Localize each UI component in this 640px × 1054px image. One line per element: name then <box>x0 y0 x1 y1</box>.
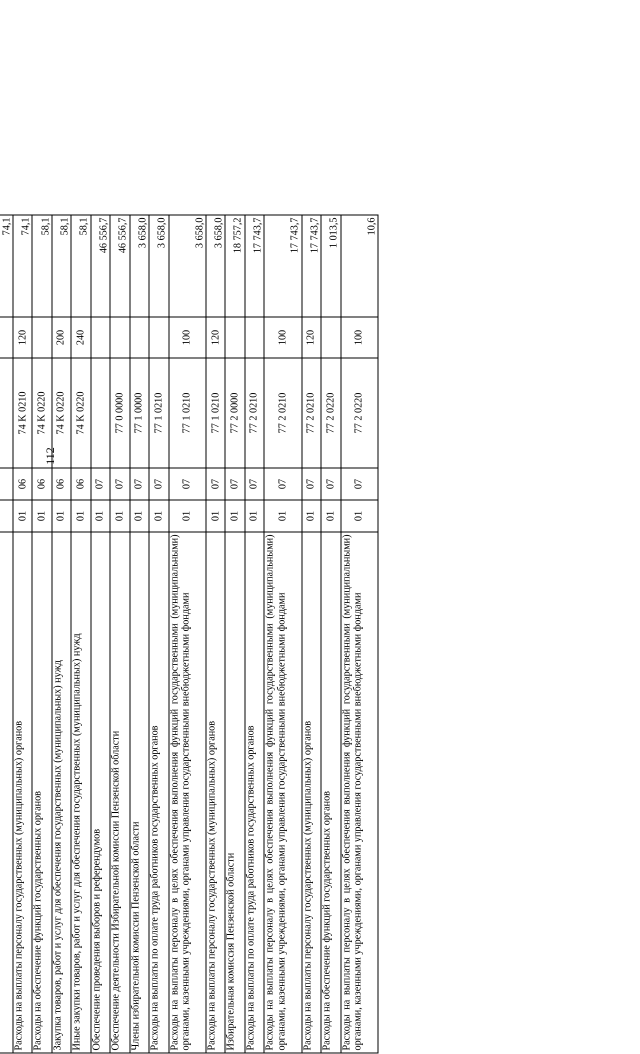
row-vr: 100 <box>169 317 206 358</box>
row-sum: 17 743,7 <box>245 215 264 317</box>
row-sum: 46 556,7 <box>91 215 110 317</box>
row-sum: 3 658,0 <box>130 215 149 317</box>
table-row <box>341 215 378 1053</box>
row-vr <box>149 317 168 358</box>
row-pr: 07 <box>149 468 168 500</box>
table-row <box>0 215 13 1053</box>
row-csr: 77 2 0210 <box>264 358 301 468</box>
row-vr: 120 <box>206 317 225 358</box>
row-vr <box>0 317 13 358</box>
row-vr <box>225 317 244 358</box>
row-name: Расходы на обеспечение функций государственных органов <box>321 532 340 1053</box>
row-pr: 07 <box>169 468 206 500</box>
row-rz: 01 <box>52 500 71 532</box>
row-pr: 07 <box>225 468 244 500</box>
row-name: Расходы на выплаты по оплате труда работников государственных органов <box>149 532 168 1053</box>
row-pr: 06 <box>13 468 32 500</box>
row-csr: 77 2 0220 <box>341 358 378 468</box>
row-sum: 74,1 <box>0 215 13 317</box>
row-vr: 120 <box>13 317 32 358</box>
row-csr: 77 2 0220 <box>321 358 340 468</box>
row-vr <box>321 317 340 358</box>
row-sum: 17 743,7 <box>302 215 321 317</box>
row-vr <box>91 317 110 358</box>
row-rz: 01 <box>32 500 51 532</box>
row-rz: 01 <box>71 500 90 532</box>
table-row <box>264 215 301 1053</box>
row-name: Члены избирательной комиссии Пензенской области <box>130 532 149 1053</box>
row-vr: 240 <box>71 317 90 358</box>
table-row <box>302 215 321 1053</box>
row-name: Расходы на выплаты персоналу в целях обеспечения выполнения функций государственными (муниципальными) органами, казенными учреждениями, органами управления государственными внебюджетными фондами <box>264 532 301 1053</box>
row-sum: 58,1 <box>52 215 71 317</box>
row-sum: 58,1 <box>32 215 51 317</box>
row-rz: 01 <box>130 500 149 532</box>
table-row <box>32 215 51 1053</box>
row-name: Расходы на обеспечение функций государственных органов <box>32 532 51 1053</box>
row-rz <box>0 500 13 532</box>
row-name: Расходы на выплаты персоналу государственных (муниципальных) органов <box>13 532 32 1053</box>
row-csr: 77 0 0000 <box>110 358 129 468</box>
row-pr: 07 <box>245 468 264 500</box>
row-sum: 3 658,0 <box>169 215 206 317</box>
row-sum: 17 743,7 <box>264 215 301 317</box>
row-rz: 01 <box>13 500 32 532</box>
row-vr: 100 <box>264 317 301 358</box>
row-csr: 77 1 0210 <box>149 358 168 468</box>
row-csr <box>0 358 13 468</box>
table-row <box>149 215 168 1053</box>
row-rz: 01 <box>149 500 168 532</box>
row-sum: 46 556,7 <box>110 215 129 317</box>
table-row <box>13 215 32 1053</box>
row-csr: 77 1 0000 <box>130 358 149 468</box>
row-sum: 3 658,0 <box>149 215 168 317</box>
row-pr <box>0 468 13 500</box>
row-pr: 07 <box>130 468 149 500</box>
row-csr: 77 2 0210 <box>302 358 321 468</box>
row-vr <box>245 317 264 358</box>
row-pr: 07 <box>302 468 321 500</box>
row-rz: 01 <box>341 500 378 532</box>
row-sum: 10,6 <box>341 215 378 317</box>
row-name: Обеспечение деятельности Избирательной комиссии Пензенской области <box>110 532 129 1053</box>
table-row <box>71 215 90 1053</box>
row-pr: 06 <box>52 468 71 500</box>
row-csr: 77 1 0210 <box>206 358 225 468</box>
row-vr <box>32 317 51 358</box>
row-name: Обеспечение проведения выборов и референдумов <box>91 532 110 1053</box>
row-csr: 74 K 0210 <box>13 358 32 468</box>
row-csr: 77 2 0210 <box>245 358 264 468</box>
row-vr: 120 <box>302 317 321 358</box>
row-pr: 07 <box>264 468 301 500</box>
row-rz: 01 <box>206 500 225 532</box>
row-name: Расходы на выплаты персоналу в целях обеспечения выполнения функций государственными (муниципальными) органами, казенными учреждениями, органами управления государственными внебюджетными фондами <box>169 532 206 1053</box>
row-sum: 58,1 <box>71 215 90 317</box>
page-number: 112 <box>43 447 57 465</box>
table-row <box>245 215 264 1053</box>
table-row <box>52 215 71 1053</box>
row-pr: 07 <box>91 468 110 500</box>
row-pr: 06 <box>32 468 51 500</box>
row-pr: 07 <box>110 468 129 500</box>
row-name: Иные закупки товаров, работ и услуг для обеспечения государственных (муниципальных) нужд <box>71 532 90 1053</box>
row-rz: 01 <box>264 500 301 532</box>
row-rz: 01 <box>321 500 340 532</box>
row-pr: 07 <box>341 468 378 500</box>
budget-table-container <box>0 216 379 1054</box>
row-sum: 74,1 <box>13 215 32 317</box>
row-vr: 200 <box>52 317 71 358</box>
table-row <box>206 215 225 1053</box>
table-row <box>321 215 340 1053</box>
row-name <box>0 532 13 1053</box>
row-pr: 07 <box>321 468 340 500</box>
budget-table <box>0 215 379 1054</box>
row-rz: 01 <box>245 500 264 532</box>
row-vr <box>110 317 129 358</box>
row-rz: 01 <box>91 500 110 532</box>
row-vr: 100 <box>341 317 378 358</box>
row-csr <box>91 358 110 468</box>
table-row <box>91 215 110 1053</box>
row-csr: 74 K 0220 <box>71 358 90 468</box>
row-csr: 77 2 0000 <box>225 358 244 468</box>
table-row <box>110 215 129 1053</box>
table-row <box>130 215 149 1053</box>
table-row <box>225 215 244 1053</box>
row-csr: 74 K 0220 <box>32 358 51 468</box>
row-sum: 1 013,5 <box>321 215 340 317</box>
row-csr: 74 K 0220 <box>52 358 71 468</box>
row-rz: 01 <box>302 500 321 532</box>
table-row <box>169 215 206 1053</box>
row-csr: 77 1 0210 <box>169 358 206 468</box>
row-pr: 07 <box>206 468 225 500</box>
row-sum: 18 757,2 <box>225 215 244 317</box>
row-pr: 06 <box>71 468 90 500</box>
row-vr <box>130 317 149 358</box>
row-sum: 3 658,0 <box>206 215 225 317</box>
row-name: Закупка товаров, работ и услуг для обеспечения государственных (муниципальных) нужд <box>52 532 71 1053</box>
row-rz: 01 <box>169 500 206 532</box>
row-name: Расходы на выплаты персоналу в целях обеспечения выполнения функций государственными (муниципальными) органами, казенными учреждениями, органами управления государственными внебюджетными фондами <box>341 532 378 1053</box>
row-rz: 01 <box>110 500 129 532</box>
row-name: Расходы на выплаты персоналу государственных (муниципальных) органов <box>206 532 225 1053</box>
row-name: Расходы на выплаты по оплате труда работников государственных органов <box>245 532 264 1053</box>
row-name: Избирательная комиссия Пензенской области <box>225 532 244 1053</box>
row-name: Расходы на выплаты персоналу государственных (муниципальных) органов <box>302 532 321 1053</box>
row-rz: 01 <box>225 500 244 532</box>
